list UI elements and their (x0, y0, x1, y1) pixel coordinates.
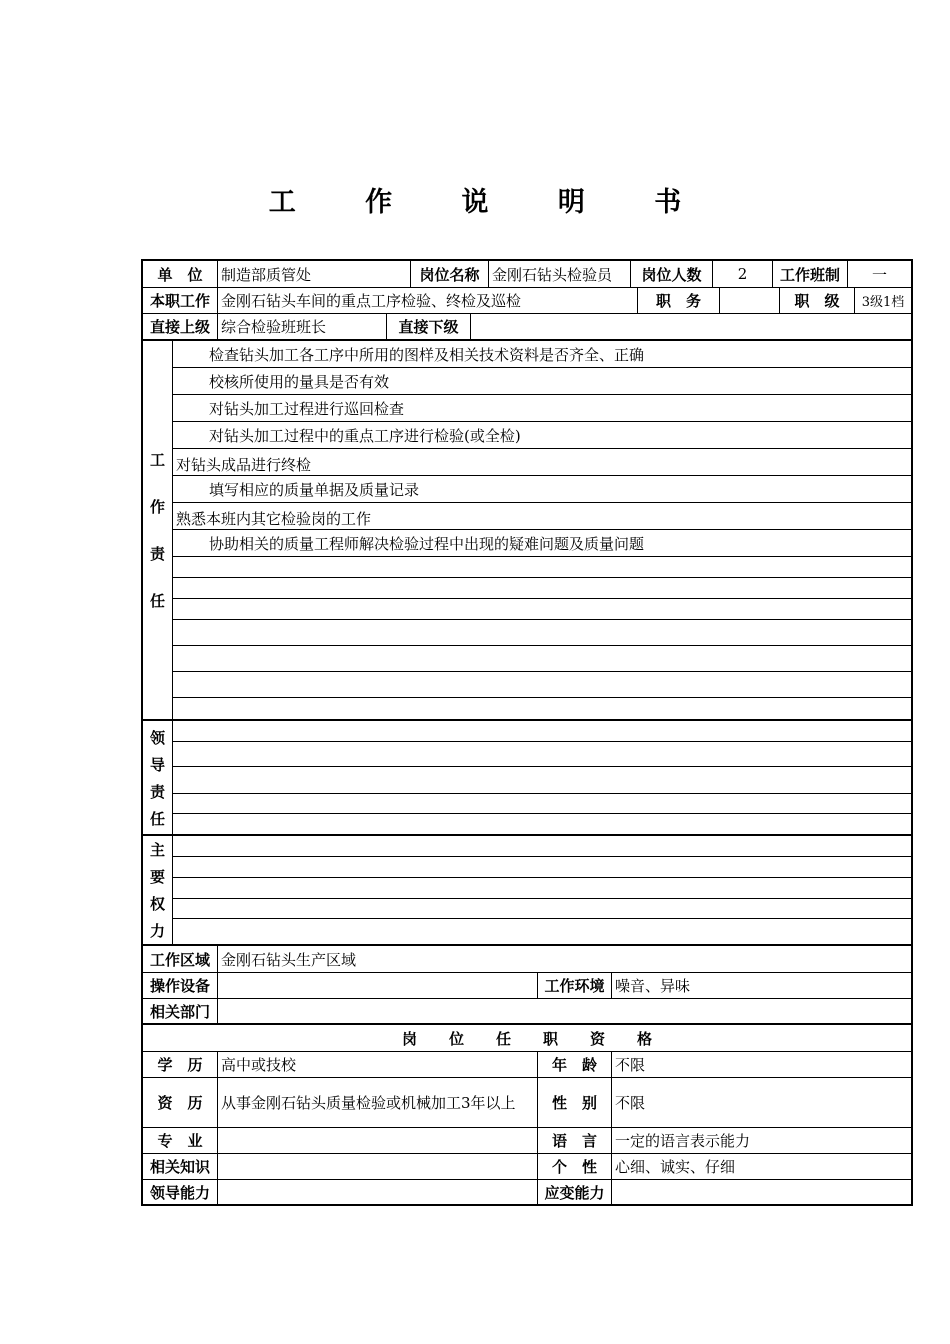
header-row-1 (143, 261, 911, 287)
adaptability-label: 应变能力 (537, 1180, 611, 1204)
leadership-label (143, 721, 173, 834)
experience-value: 从事金刚石钻头质量检验或机械加工3年以上 (217, 1078, 537, 1127)
grade-value: 3级1档 (854, 288, 911, 313)
responsibility-item: 填写相应的质量单据及质量记录 (173, 475, 911, 502)
responsibilities-label-char: 工 (149, 451, 165, 469)
responsibility-item: 对钻头成品进行终检 (173, 448, 911, 475)
headcount-value: 2 (712, 261, 772, 287)
responsibility-item: 协助相关的质量工程师解决检验过程中出现的疑难问题及质量问题 (173, 529, 911, 556)
post-name-label: 岗位名称 (410, 261, 488, 287)
authority-label-char: 力 (149, 922, 165, 940)
shift-label: 工作班制 (772, 261, 847, 287)
subordinate-value (470, 314, 911, 339)
environment-value: 噪音、异味 (611, 973, 911, 998)
headcount-label: 岗位人数 (630, 261, 712, 287)
unit-label: 单 位 (157, 265, 203, 284)
authority-line (173, 918, 911, 944)
leadership-line (173, 813, 911, 834)
responsibilities-label-char: 任 (149, 592, 165, 610)
authority-lines (173, 836, 911, 944)
work-area-label: 工作区域 (149, 950, 210, 969)
leadership-label-char: 导 (149, 755, 165, 774)
subordinate-label: 直接下级 (386, 314, 470, 339)
leadership-label-char: 责 (149, 782, 165, 801)
authority-label-char: 要 (149, 868, 165, 886)
responsibility-item (173, 619, 911, 645)
responsibility-item (173, 697, 911, 719)
leadership-label-char: 任 (149, 809, 165, 828)
education-label: 学 历 (157, 1056, 203, 1074)
post-name-value: 金刚石钻头检验员 (488, 261, 630, 287)
leadership-label-char: 领 (149, 728, 165, 747)
departments-value (217, 999, 911, 1023)
responsibilities-label-char: 责 (149, 545, 165, 563)
education-row (143, 1051, 911, 1077)
knowledge-value (217, 1154, 537, 1179)
gender-label: 性 别 (537, 1078, 611, 1127)
responsibilities-block (141, 341, 913, 721)
main-work-value: 金刚石钻头车间的重点工序检验、终检及巡检 (217, 288, 637, 313)
leadership-ability-value (217, 1180, 537, 1204)
adaptability-value (611, 1180, 911, 1204)
shift-value: 一 (847, 261, 911, 287)
authority-line (173, 836, 911, 856)
leadership-ability-label: 领导能力 (149, 1183, 210, 1202)
header-row-2 (143, 287, 911, 313)
job-description-form (141, 259, 913, 1206)
responsibility-item: 熟悉本班内其它检验岗的工作 (173, 502, 911, 529)
duty-value (719, 288, 779, 313)
duty-label: 职 务 (637, 288, 719, 313)
personality-label: 个 性 (537, 1154, 611, 1179)
responsibilities-label (143, 341, 173, 719)
work-info-block (141, 946, 913, 1025)
superior-label: 直接上级 (149, 318, 210, 336)
responsibility-item (173, 671, 911, 697)
responsibilities-label-char: 作 (149, 498, 165, 516)
qualifications-block (141, 1025, 913, 1206)
equipment-label: 操作设备 (149, 977, 210, 995)
leadership-line (173, 741, 911, 766)
qualifications-heading: 岗位任职资格 (401, 1029, 684, 1048)
responsibility-item: 校核所使用的量具是否有效 (173, 367, 911, 394)
work-area-row (143, 946, 911, 972)
responsibility-item (173, 577, 911, 598)
unit-value: 制造部质管处 (217, 261, 410, 287)
major-value (217, 1128, 537, 1153)
departments-row (143, 998, 911, 1023)
experience-label: 资 历 (157, 1094, 203, 1112)
responsibility-item (173, 645, 911, 671)
equipment-value (217, 973, 537, 998)
authority-line (173, 856, 911, 877)
authority-line (173, 877, 911, 898)
education-value: 高中或技校 (217, 1052, 537, 1077)
responsibilities-lines (173, 341, 911, 719)
knowledge-row (143, 1153, 911, 1179)
responsibility-item: 对钻头加工过程进行巡回检查 (173, 394, 911, 421)
personality-value: 心细、诚实、仔细 (611, 1154, 911, 1179)
authority-line (173, 898, 911, 918)
superior-value: 综合检验班班长 (217, 314, 386, 339)
leadership-line (173, 766, 911, 793)
grade-label: 职 级 (779, 288, 854, 313)
responsibility-item (173, 598, 911, 619)
qualifications-heading-row (143, 1025, 911, 1051)
major-label: 专 业 (157, 1132, 203, 1150)
leadership-block (141, 721, 913, 836)
document-title: 工 作 说 明 书 (268, 187, 712, 218)
major-row (143, 1127, 911, 1153)
leadership-ability-row (143, 1179, 911, 1204)
knowledge-label: 相关知识 (149, 1158, 210, 1176)
leadership-line (173, 793, 911, 813)
header-row-3 (143, 313, 911, 339)
responsibility-item (173, 556, 911, 577)
gender-value: 不限 (611, 1078, 911, 1127)
language-value: 一定的语言表示能力 (611, 1128, 911, 1153)
authority-label (143, 836, 173, 944)
authority-block (141, 836, 913, 946)
age-value: 不限 (611, 1052, 911, 1077)
experience-row (143, 1077, 911, 1127)
language-label: 语 言 (537, 1128, 611, 1153)
responsibility-item: 对钻头加工过程中的重点工序进行检验(或全检) (173, 421, 911, 448)
authority-label-char: 主 (149, 841, 165, 859)
responsibility-item: 检查钻头加工各工序中所用的图样及相关技术资料是否齐全、正确 (209, 345, 645, 364)
equipment-row (143, 972, 911, 998)
leadership-lines (173, 721, 911, 834)
leadership-line (173, 721, 911, 741)
environment-label: 工作环境 (537, 973, 611, 998)
age-label: 年 龄 (537, 1052, 611, 1077)
work-area-value: 金刚石钻头生产区域 (217, 946, 911, 972)
departments-label: 相关部门 (149, 1002, 210, 1021)
main-work-label: 本职工作 (149, 292, 210, 310)
authority-label-char: 权 (149, 895, 165, 913)
header-block (141, 259, 913, 341)
